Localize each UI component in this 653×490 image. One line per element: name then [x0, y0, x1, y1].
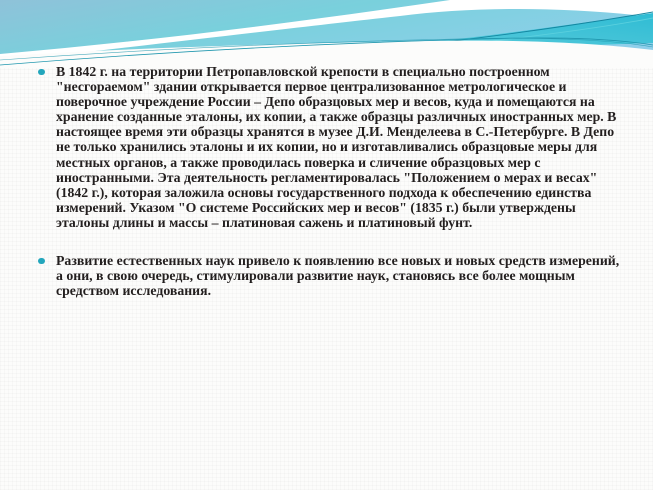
slide-body — [37, 64, 623, 298]
bullet-marker-icon — [38, 69, 45, 76]
bullet-text: Развитие естественных наук привело к появлению все новых и новых средств измерений, а они, в свою очередь, стимулировали развитие наук, становясь все более мощным средством исследования. — [56, 253, 620, 299]
bullet-marker-icon — [38, 258, 45, 265]
bullet-item — [37, 64, 623, 230]
bullet-text: В 1842 г. на территории Петропавловской крепости в специально построенном "несгораемом" здании открывается первое централизованное метрологическое и поверочное учреждение России – Депо образцовых мер и весов, куда и помещаются на хранение созданные эталоны, их копии, а также образцы различных иностранных мер. В настоящее время эти образцы хранятся в музее Д.И. Менделеева в С.-Петербурге. В Депо не только хранились эталоны и их копии, но и изготавливались образцовые меры для местных органов, а также проводилась поверка и сличение образцовых мер с иностранными. Эта деятельность регламентировалась "Положением о мерах и весах" (1842 г.), которая заложила основы государственного подхода к обеспечению единства измерений. Указом "О системе Российских мер и весов" (1835 г.) были утверждены эталоны длины и массы – платиновая сажень и платиновый фунт. — [56, 64, 617, 230]
bullet-list — [37, 64, 623, 298]
bullet-item — [37, 253, 623, 298]
header-wave-decoration — [0, 0, 653, 68]
